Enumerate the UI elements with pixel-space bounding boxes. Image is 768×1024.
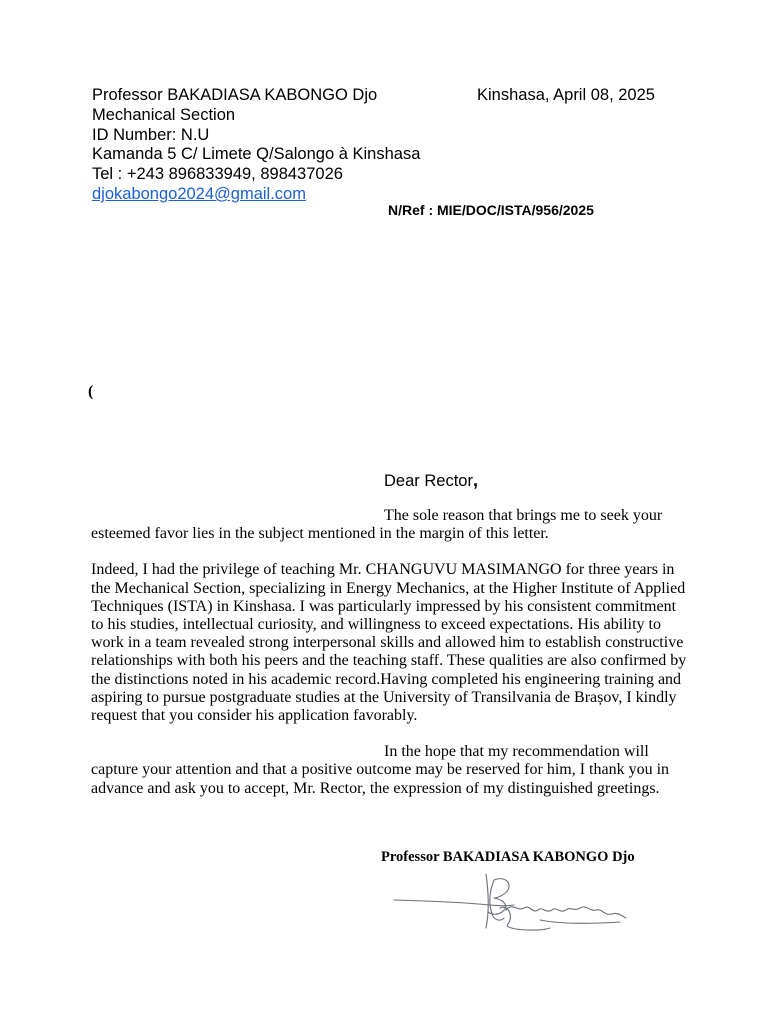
salutation bbox=[384, 470, 478, 491]
letter-body bbox=[91, 507, 691, 798]
body-paragraph-3: In the hope that my recommendation will capture your attention and that a positive outcome may be reserved for him, I thank you in advance and ask you to accept, Mr. Rector, the expression of my distinguished greetings. bbox=[91, 743, 670, 797]
reference-number: N/Ref : MIE/DOC/ISTA/956/2025 bbox=[388, 202, 594, 218]
sender-name: Professor BAKADIASA KABONGO Djo bbox=[92, 86, 378, 104]
salutation-text: Dear Rector bbox=[384, 472, 473, 490]
body-paragraph-1: The sole reason that brings me to seek your esteemed favor lies in the subject mentioned in the margin of this letter. bbox=[91, 507, 663, 543]
sender-address: Kamanda 5 C/ Limete Q/Salongo à Kinshasa bbox=[92, 145, 421, 164]
margin-mark: ( bbox=[88, 383, 93, 400]
letter-date: Kinshasa, April 08, 2025 bbox=[477, 86, 655, 104]
sender-id-number: ID Number: N.U bbox=[92, 125, 210, 144]
salutation-comma: , bbox=[472, 470, 478, 490]
sender-block bbox=[92, 86, 420, 205]
signatory-name: Professor BAKADIASA KABONGO Djo bbox=[381, 849, 635, 865]
sender-phone: Tel : +243 896833949, 898437026 bbox=[92, 165, 343, 184]
sender-email-link[interactable]: djokabongo2024@gmail.com bbox=[92, 184, 306, 203]
sender-section: Mechanical Section bbox=[92, 105, 236, 124]
body-paragraph-2: Indeed, I had the privilege of teaching Mr. CHANGUVU MASIMANGO for three years in the Mechanical Section, specializing in Energy Mechanics, at the Higher Institute of Applied Techniques (ISTA) in Kinshasa. I was particularly impressed by his consistent commitment to his studies, intellectual curiosity, and willingness to exceed expectations. His ability to work in a team revealed strong interpersonal skills and allowed him to establish constructive relationships with both his peers and the teaching staff. These qualities are also confirmed by the distinctions noted in his academic record.Having completed his engineering training and aspiring to pursue postgraduate studies at the University of Transilvania de Brașov, I kindly request that you consider his application favorably. bbox=[91, 561, 687, 725]
handwritten-signature bbox=[390, 868, 635, 936]
